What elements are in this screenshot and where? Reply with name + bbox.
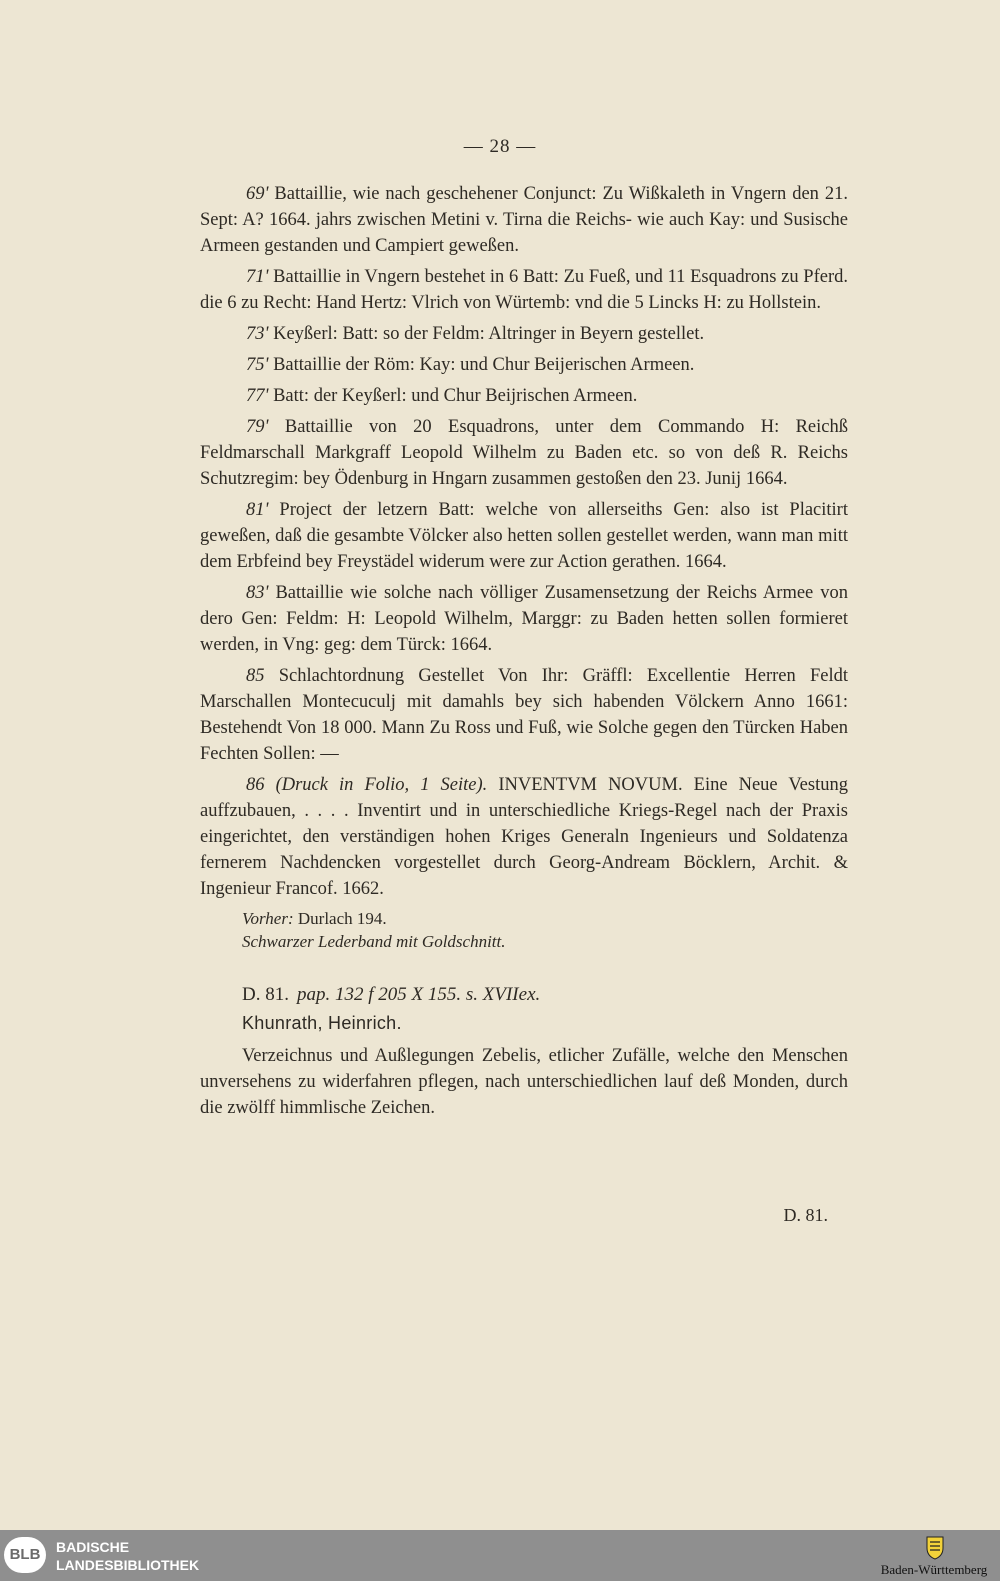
entry-85: 85 Schlachtordnung Gestellet Von Ihr: Gräffl: Excellentie Herren Feldt Marschallen Montecuculj mit damahls bey sich habenden Völckern Anno 1661: Bestehendt Von 18 000. Mann Zu Ross und Fuß, wie Solche gegen den Türcken Haben Fechten Sollen: — <box>200 666 848 764</box>
entry-69: 69' Battaillie, wie nach geschehener Conjunct: Zu Wißkaleth in Vngern den 21. Sept: A? 1664. jahrs zwischen Metini v. Tirna die Reichs- wie auch Kay: und Susische Armeen gestanden und Campiert geweßen. <box>200 184 848 256</box>
physical-description: pap. 132 f 205 X 155. s. XVIIex. <box>296 984 541 1005</box>
entry-71: 71' Battaillie in Vngern bestehet in 6 Batt: Zu Fueß, und 11 Esquadrons zu Pferd. die 6 zu Recht: Hand Hertz: Vlrich von Würtemb: vnd die 5 Lincks H: zu Hollstein. <box>200 267 848 313</box>
author-name: Khunrath, Heinrich. <box>242 1013 402 1033</box>
shelfmark: D. 81. <box>242 984 289 1005</box>
provenance-note: Vorher: Durlach 194. <box>242 909 387 928</box>
manuscript-description: Verzeichnus und Außlegungen Zebelis, etlicher Zufälle, welche den Menschen unversehens zu widerfahren pflegen, nach unterschiedlichen lauf deß Monden, durch die zwölff himmlische Zeichen. <box>200 1046 848 1118</box>
binding-note: Schwarzer Lederband mit Goldschnitt. <box>242 932 506 951</box>
entry-81: 81' Project der letzern Batt: welche von allerseiths Gen: also ist Placitirt geweßen, daß die gesambte Völcker also hetten sollen gestellet werden, wann man mitt dem Erbfeind bey Freystädel widerum were zur Action gerathen. 1664. <box>200 500 848 572</box>
library-name[interactable]: BADISCHE LANDESBIBLIOTHEK <box>56 1539 200 1573</box>
document-body <box>200 181 848 1121</box>
blb-logo-icon[interactable]: BLB <box>4 1537 46 1573</box>
entry-86: 86 (Druck in Folio, 1 Seite). INVENTVM NOVUM. Eine Neue Vestung auffzubauen, . . . . Inventirt und in unterschiedliche Kriegs-Regel nach der Praxis eingerichtet, den verständigen hohen Kriges Generaln Ingenieurs und Soldatenza fernerem Nachdencken vorgestellet durch Georg-Andream Böcklern, Archit. & Ingenieur Francof. 1662. <box>200 775 848 899</box>
page-number: — 28 — <box>463 136 537 157</box>
section-heading <box>200 981 848 1009</box>
entry-77: 77' Batt: der Keyßerl: und Chur Beijrischen Armeen. <box>246 386 638 406</box>
signature-mark: D. 81. <box>783 1205 828 1225</box>
state-crest-icon <box>920 1534 950 1560</box>
state-name[interactable]: Baden-Württemberg <box>880 1562 988 1577</box>
entry-75: 75' Battaillie der Röm: Kay: und Chur Beijerischen Armeen. <box>246 355 695 375</box>
footer-bar <box>0 1530 1000 1581</box>
entry-83: 83' Battaillie wie solche nach völliger Zusamensetzung der Reichs Armee von dero Gen: Feldm: H: Leopold Wilhelm, Marggr: zu Baden hetten sollen formieret werden, in Vng: geg: dem Türck: 1664. <box>200 583 848 655</box>
entry-79: 79' Battaillie von 20 Esquadrons, unter dem Commando H: Reichß Feldmarschall Markgraff Leopold Wilhelm zu Baden etc. so von deß R. Reichs Schutzregim: bey Ödenburg in Hngarn zusammen gestoßen den 23. Junij 1664. <box>200 417 848 489</box>
entry-73: 73' Keyßerl: Batt: so der Feldm: Altringer in Beyern gestellet. <box>246 324 705 344</box>
